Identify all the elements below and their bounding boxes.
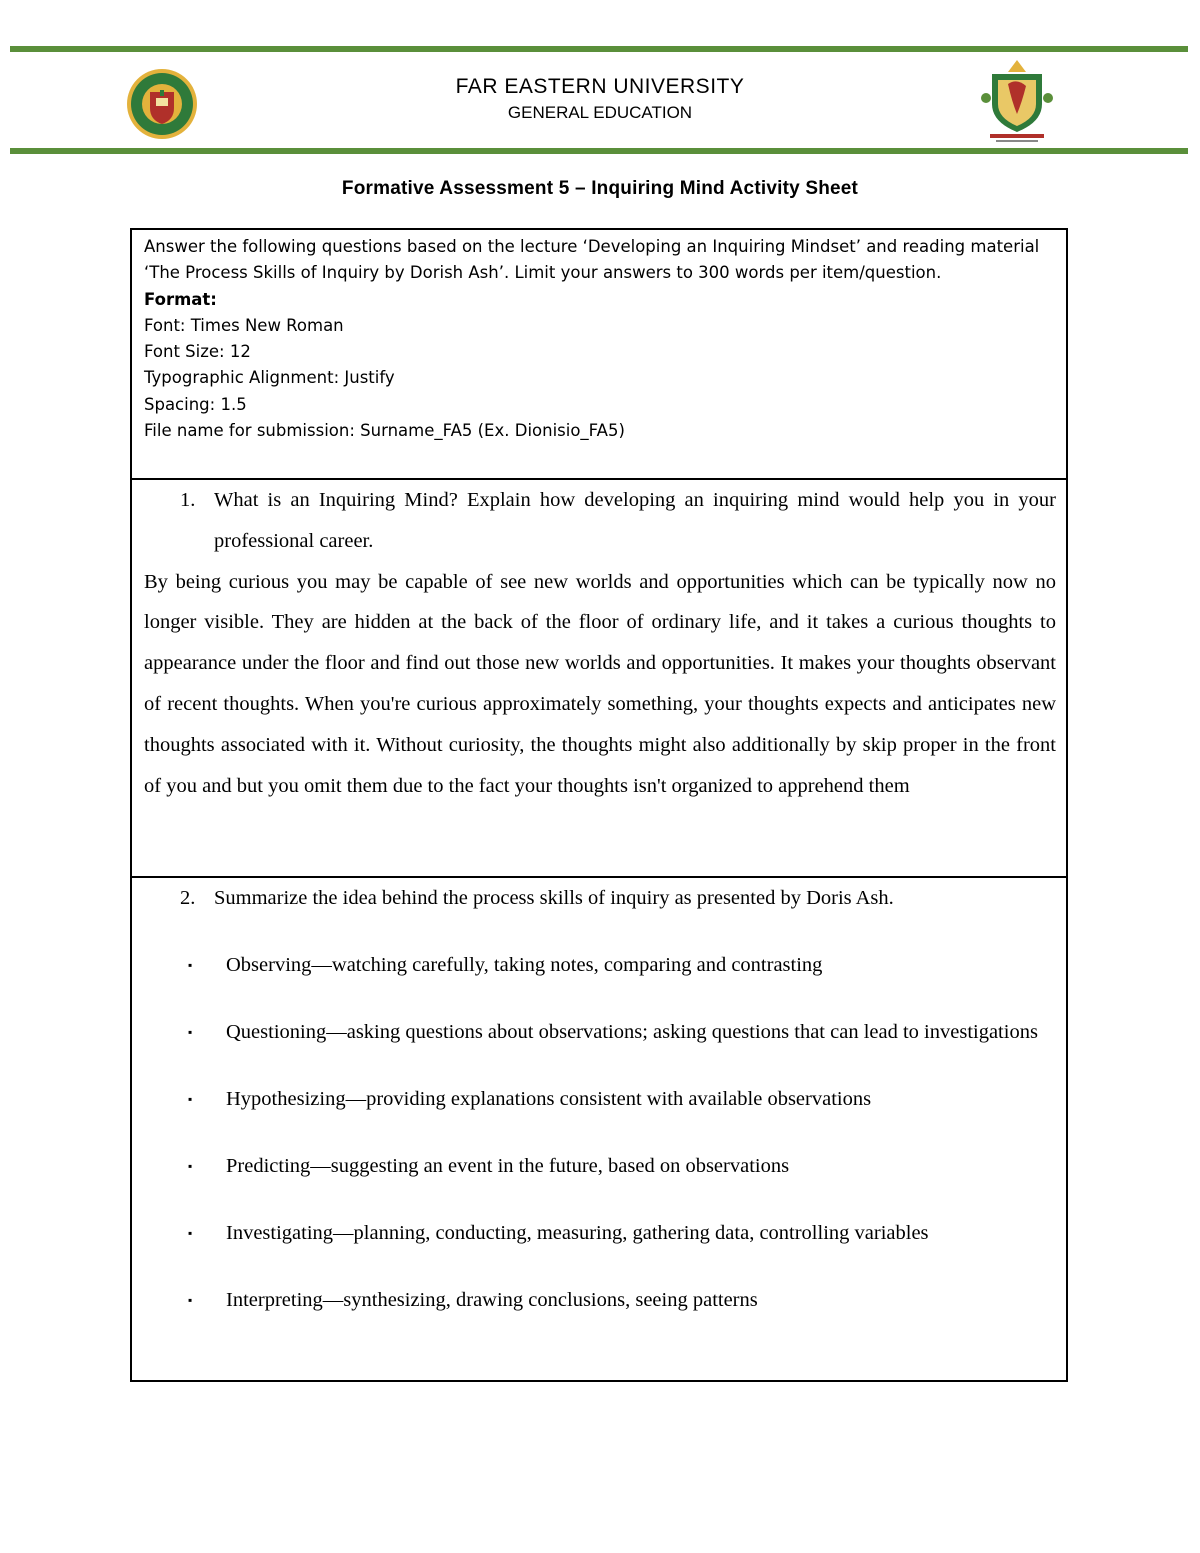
document-title: Formative Assessment 5 – Inquiring Mind Activity Sheet [341, 178, 859, 199]
department-name: GENERAL EDUCATION [507, 103, 693, 122]
bullet-square-icon: ▪ [188, 958, 193, 972]
instructions-text: Answer the following questions based on the lecture ‘Developing an Inquiring Mindset’ and reading material ‘The Process Skills of Inquiry by Dorish Ash’. Limit your answers to 300 words per item/question. [144, 237, 1040, 283]
header-title-block [300, 74, 900, 125]
header-top-rule [10, 46, 1188, 52]
format-spacing: Spacing: 1.5 [144, 394, 247, 414]
bullet-item [188, 1012, 1056, 1053]
bullet-square-icon: ▪ [188, 1092, 193, 1106]
question-2-text: Summarize the idea behind the process skills of inquiry as presented by Doris Ash. [214, 887, 894, 909]
bullet-square-icon: ▪ [188, 1159, 193, 1173]
bullet-item [188, 945, 1056, 986]
question-2 [180, 878, 1056, 919]
format-alignment: Typographic Alignment: Justify [144, 368, 395, 388]
format-font: Font: Times New Roman [144, 315, 344, 335]
bullet-item [188, 1213, 1056, 1254]
question-2-box [130, 876, 1068, 1382]
bullet-questioning: Questioning—asking questions about observations; asking questions that can lead to investigations [226, 1021, 1038, 1043]
format-file-name: File name for submission: Surname_FA5 (Ex. Dionisio_FA5) [144, 421, 625, 441]
bullet-hypothesizing: Hypothesizing—providing explanations consistent with available observations [226, 1088, 872, 1110]
question-1 [180, 480, 1056, 562]
general-education-crest-logo [978, 58, 1056, 144]
header-bottom-rule [10, 148, 1188, 154]
question-1-answer: By being curious you may be capable of see new worlds and opportunities which can be typically now no longer visible. They are hidden at the back of the floor of ordinary life, and it takes a curious thoughts to appearance under the floor and find out those new worlds and opportunities. It makes your thoughts observant of recent thoughts. When you're curious approximately something, your thoughts expects and anticipates new thoughts associated with it. Without curiosity, the thoughts might also additionally by skip proper in the front of you and but you omit them due to the fact your thoughts isn't organized to apprehend them [144, 570, 1056, 797]
bullet-observing: Observing—watching carefully, taking notes, comparing and contrasting [226, 954, 823, 976]
question-1-text: What is an Inquiring Mind? Explain how developing an inquiring mind would help you in your professional career. [214, 489, 1056, 552]
bullet-item [188, 1079, 1056, 1120]
bullet-investigating: Investigating—planning, conducting, measuring, gathering data, controlling variables [226, 1222, 929, 1244]
bullet-item [188, 1146, 1056, 1187]
feu-seal-logo [126, 68, 198, 140]
bullet-predicting: Predicting—suggesting an event in the future, based on observations [226, 1155, 790, 1177]
format-heading: Format: [144, 289, 217, 309]
bullet-item [188, 1280, 1056, 1321]
format-font-size: Font Size: 12 [144, 342, 251, 362]
question-1-box [130, 478, 1068, 878]
bullet-square-icon: ▪ [188, 1293, 193, 1307]
university-name: FAR EASTERN UNIVERSITY [455, 75, 745, 98]
instructions-box [130, 228, 1068, 480]
bullet-interpreting: Interpreting—synthesizing, drawing conclusions, seeing patterns [226, 1289, 758, 1311]
question-1-number: 1. [180, 489, 196, 511]
bullet-square-icon: ▪ [188, 1025, 193, 1039]
bullet-square-icon: ▪ [188, 1226, 193, 1240]
question-2-number: 2. [180, 887, 196, 909]
